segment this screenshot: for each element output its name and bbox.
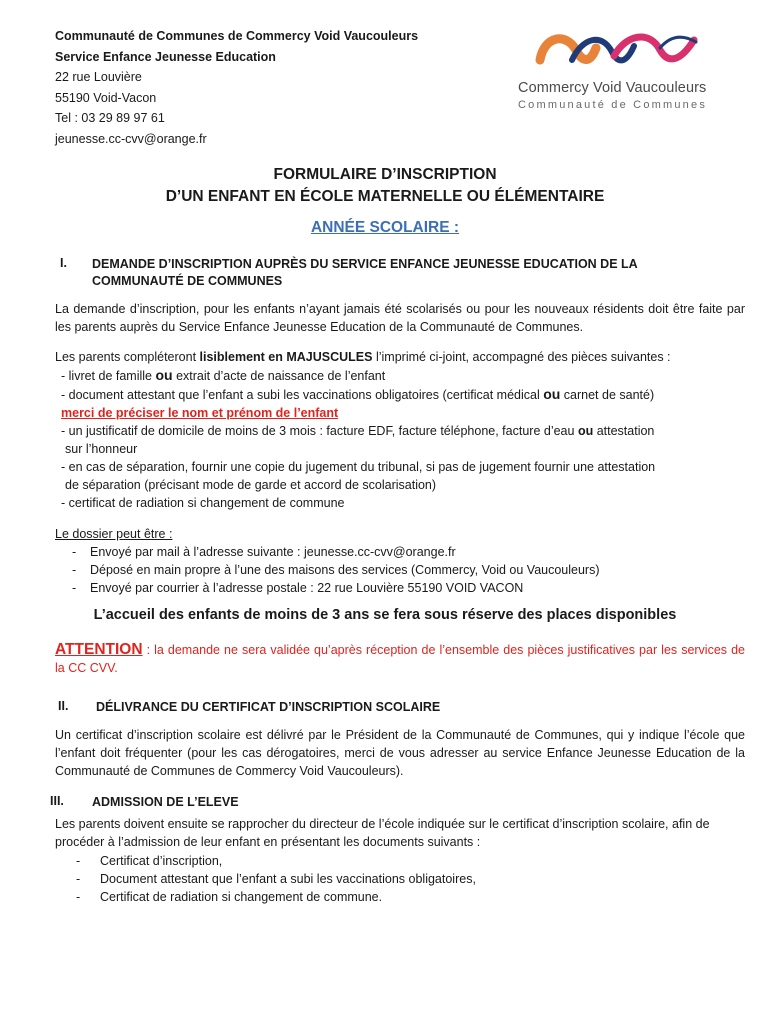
section1-title-line2: COMMUNAUTÉ DE COMMUNES: [92, 274, 283, 288]
bullet-dash: -: [72, 545, 77, 559]
list-item: [76, 870, 476, 888]
phone-number: Tel : 03 29 89 97 61: [55, 111, 165, 125]
doc-item-livret: [55, 366, 745, 385]
doc-item-vaccinations: [55, 385, 745, 404]
doc-item-text: carnet de santé): [560, 388, 655, 402]
service-name: Service Enfance Jeunesse Education: [55, 49, 276, 64]
street-address: 22 rue Louvière: [55, 70, 142, 84]
bullet-dash: -: [76, 872, 81, 886]
list-item: [72, 543, 600, 561]
dossier-methods-list: [72, 543, 600, 597]
doc-item-domicile: [55, 422, 745, 440]
cc-cvv-logo: [510, 26, 720, 116]
city-address: 55190 Void-Vacon: [55, 90, 157, 105]
section1-title-line1: DEMANDE D’INSCRIPTION AUPRÈS DU SERVICE ENFANCE JEUNESSE EDUCATION DE LA: [92, 257, 638, 271]
list-item: [72, 579, 600, 597]
list-item-text: Certificat de radiation si changement de commune.: [100, 890, 383, 904]
section1-heading: [60, 256, 750, 292]
bullet-dash: -: [76, 890, 81, 904]
bullet-dash: -: [72, 581, 77, 595]
dossier-label-text: Le dossier peut être :: [55, 527, 173, 541]
doc-item-text: - document attestant que l’enfant a subi les vaccinations obligatoires (certificat médical: [61, 388, 544, 402]
section3-title: ADMISSION DE L’ELEVE: [92, 795, 239, 809]
list-item-text: Déposé en main propre à l’une des maisons des services (Commercy, Void ou Vaucouleurs): [90, 563, 600, 577]
required-documents-intro: [55, 348, 745, 366]
form-title-line1: FORMULAIRE D’INSCRIPTION: [273, 166, 497, 183]
ou-emphasis: ou: [543, 386, 561, 402]
section3-number: III.: [50, 794, 64, 808]
school-year-label: [0, 219, 770, 237]
bullet-dash: -: [76, 854, 81, 868]
logo-name: Commercy Void Vaucouleurs: [518, 80, 707, 96]
section1-intro-paragraph: La demande d’inscription, pour les enfants n’ayant jamais été scolarisés ou pour les nouveaux résidents doit être faite par les parents auprès du Service Enfance Jeunesse Education de la Communauté de Communes.: [55, 302, 745, 334]
list-item-text: Envoyé par mail à l’adresse suivante : jeunesse.cc-cvv@orange.fr: [90, 545, 456, 559]
list-item: [76, 852, 476, 870]
org-name: Communauté de Communes de Commercy Void Vaucouleurs: [55, 29, 419, 43]
email-address: jeunesse.cc-cvv@orange.fr: [55, 131, 207, 146]
intro-emphasis: lisiblement en MAJUSCULES: [199, 350, 373, 364]
intro-text: Les parents compléteront: [55, 350, 200, 364]
doc-item-text: - livret de famille: [61, 369, 156, 383]
child-name-note: merci de préciser le nom et prénom de l’enfant: [61, 406, 339, 420]
section2-heading: [58, 699, 748, 717]
dossier-label: [55, 525, 745, 543]
required-documents-block: [55, 348, 745, 512]
doc-item-text: - un justificatif de domicile de moins de 3 mois : facture EDF, facture téléphone, facture d’eau: [61, 424, 578, 438]
doc-item-text: extrait d’acte de naissance de l’enfant: [172, 369, 386, 383]
doc-item-separation-cont: de séparation (précisant mode de garde et accord de scolarisation): [65, 478, 437, 492]
form-title-line2: D’UN ENFANT EN ÉCOLE MATERNELLE OU ÉLÉMENTAIRE: [165, 188, 605, 205]
logo-waves-icon: [510, 26, 720, 78]
under-3-notice: L’accueil des enfants de moins de 3 ans se fera sous réserve des places disponibles: [93, 607, 677, 623]
ou-emphasis: ou: [155, 367, 173, 383]
admission-documents-list: [76, 852, 476, 906]
doc-item-separation: - en cas de séparation, fournir une copie du jugement du tribunal, si pas de jugement fournir une attestation: [61, 460, 656, 474]
section1-title: [92, 256, 638, 290]
attention-text: : la demande ne sera validée qu’après réception de l’ensemble des pièces justificatives par les services de la CC CVV.: [55, 643, 745, 675]
logo-subtitle: Communauté de Communes: [518, 99, 708, 111]
list-item-text: Document attestant que l’enfant a subi les vaccinations obligatoires,: [100, 872, 476, 886]
intro-text-end: l’imprimé ci-joint, accompagné des pièces suivantes :: [372, 350, 671, 364]
section2-number: II.: [58, 699, 69, 713]
doc-item-text: attestation: [593, 424, 655, 438]
list-item: [76, 888, 476, 906]
doc-item-domicile-cont: sur l’honneur: [65, 442, 138, 456]
vaccination-note: [55, 404, 745, 422]
section3-paragraph: Les parents doivent ensuite se rapprocher du directeur de l’école indiquée sur le certificat d’inscription scolaire, afin de procéder à l’admission de leur enfant en présentant les documents suivants :: [55, 817, 710, 849]
section3-heading: [50, 794, 740, 812]
doc-item-radiation: - certificat de radiation si changement de commune: [61, 496, 345, 510]
school-year-text: ANNÉE SCOLAIRE :: [310, 219, 460, 236]
list-item-text: Envoyé par courrier à l’adresse postale : 22 rue Louvière 55190 VOID VACON: [90, 581, 524, 595]
section2-paragraph: Un certificat d’inscription scolaire est délivré par le Président de la Communauté de Communes, qui y indique l’école que l’enfant doit fréquenter (pour les cas dérogatoires, merci de vous adresser au service Enfance Jeunesse Education de la Communauté de Communes de Commercy Void Vaucouleurs).: [55, 728, 745, 778]
section2-title: DÉLIVRANCE DU CERTIFICAT D’INSCRIPTION SCOLAIRE: [96, 700, 441, 714]
bullet-dash: -: [72, 563, 77, 577]
list-item-text: Certificat d’inscription,: [100, 854, 223, 868]
attention-notice: [55, 641, 745, 677]
list-item: [72, 561, 600, 579]
sender-address-block: [55, 26, 418, 149]
ou-emphasis: ou: [577, 424, 594, 438]
attention-label: ATTENTION: [55, 641, 143, 658]
section1-number: I.: [60, 256, 67, 270]
